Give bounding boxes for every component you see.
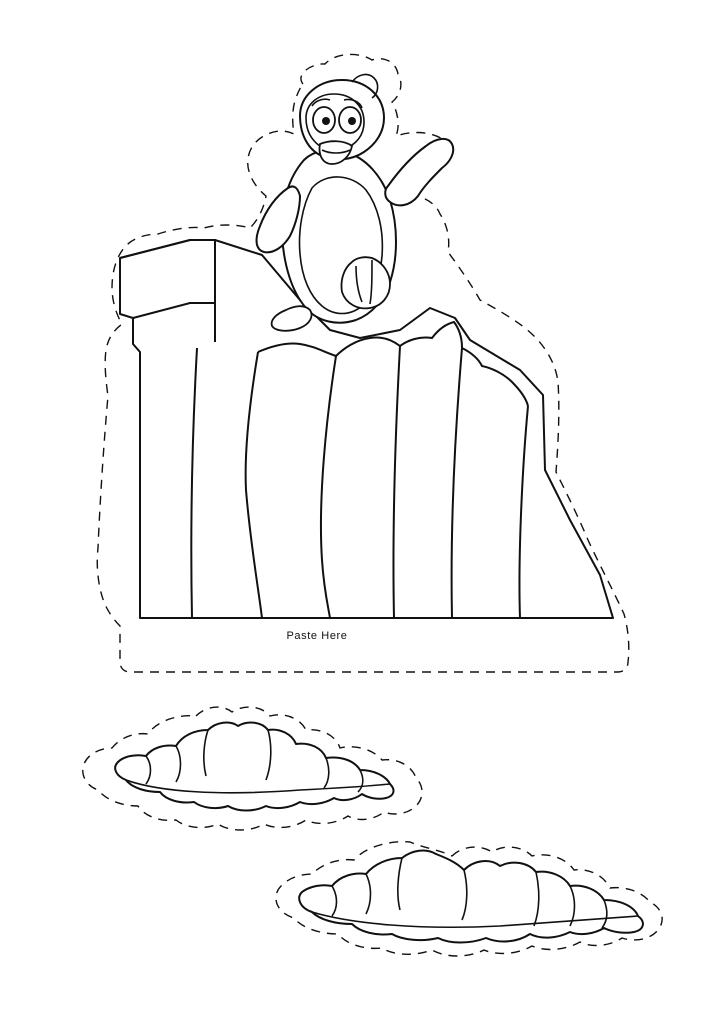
penguin-foot-right: [341, 257, 390, 308]
cloud-icon: [299, 851, 643, 943]
piece-iceberg-with-penguin: [97, 54, 629, 672]
paste-here-text: Paste Here: [286, 630, 348, 642]
paste-here-label: [0, 630, 724, 642]
penguin-wing-raised: [385, 139, 453, 205]
cloud-icon: [115, 723, 393, 811]
piece-cloud-small: [83, 707, 422, 830]
penguin-pupil-left: [322, 117, 330, 125]
piece-cloud-large: [276, 842, 662, 956]
penguin-pupil-right: [348, 117, 356, 125]
